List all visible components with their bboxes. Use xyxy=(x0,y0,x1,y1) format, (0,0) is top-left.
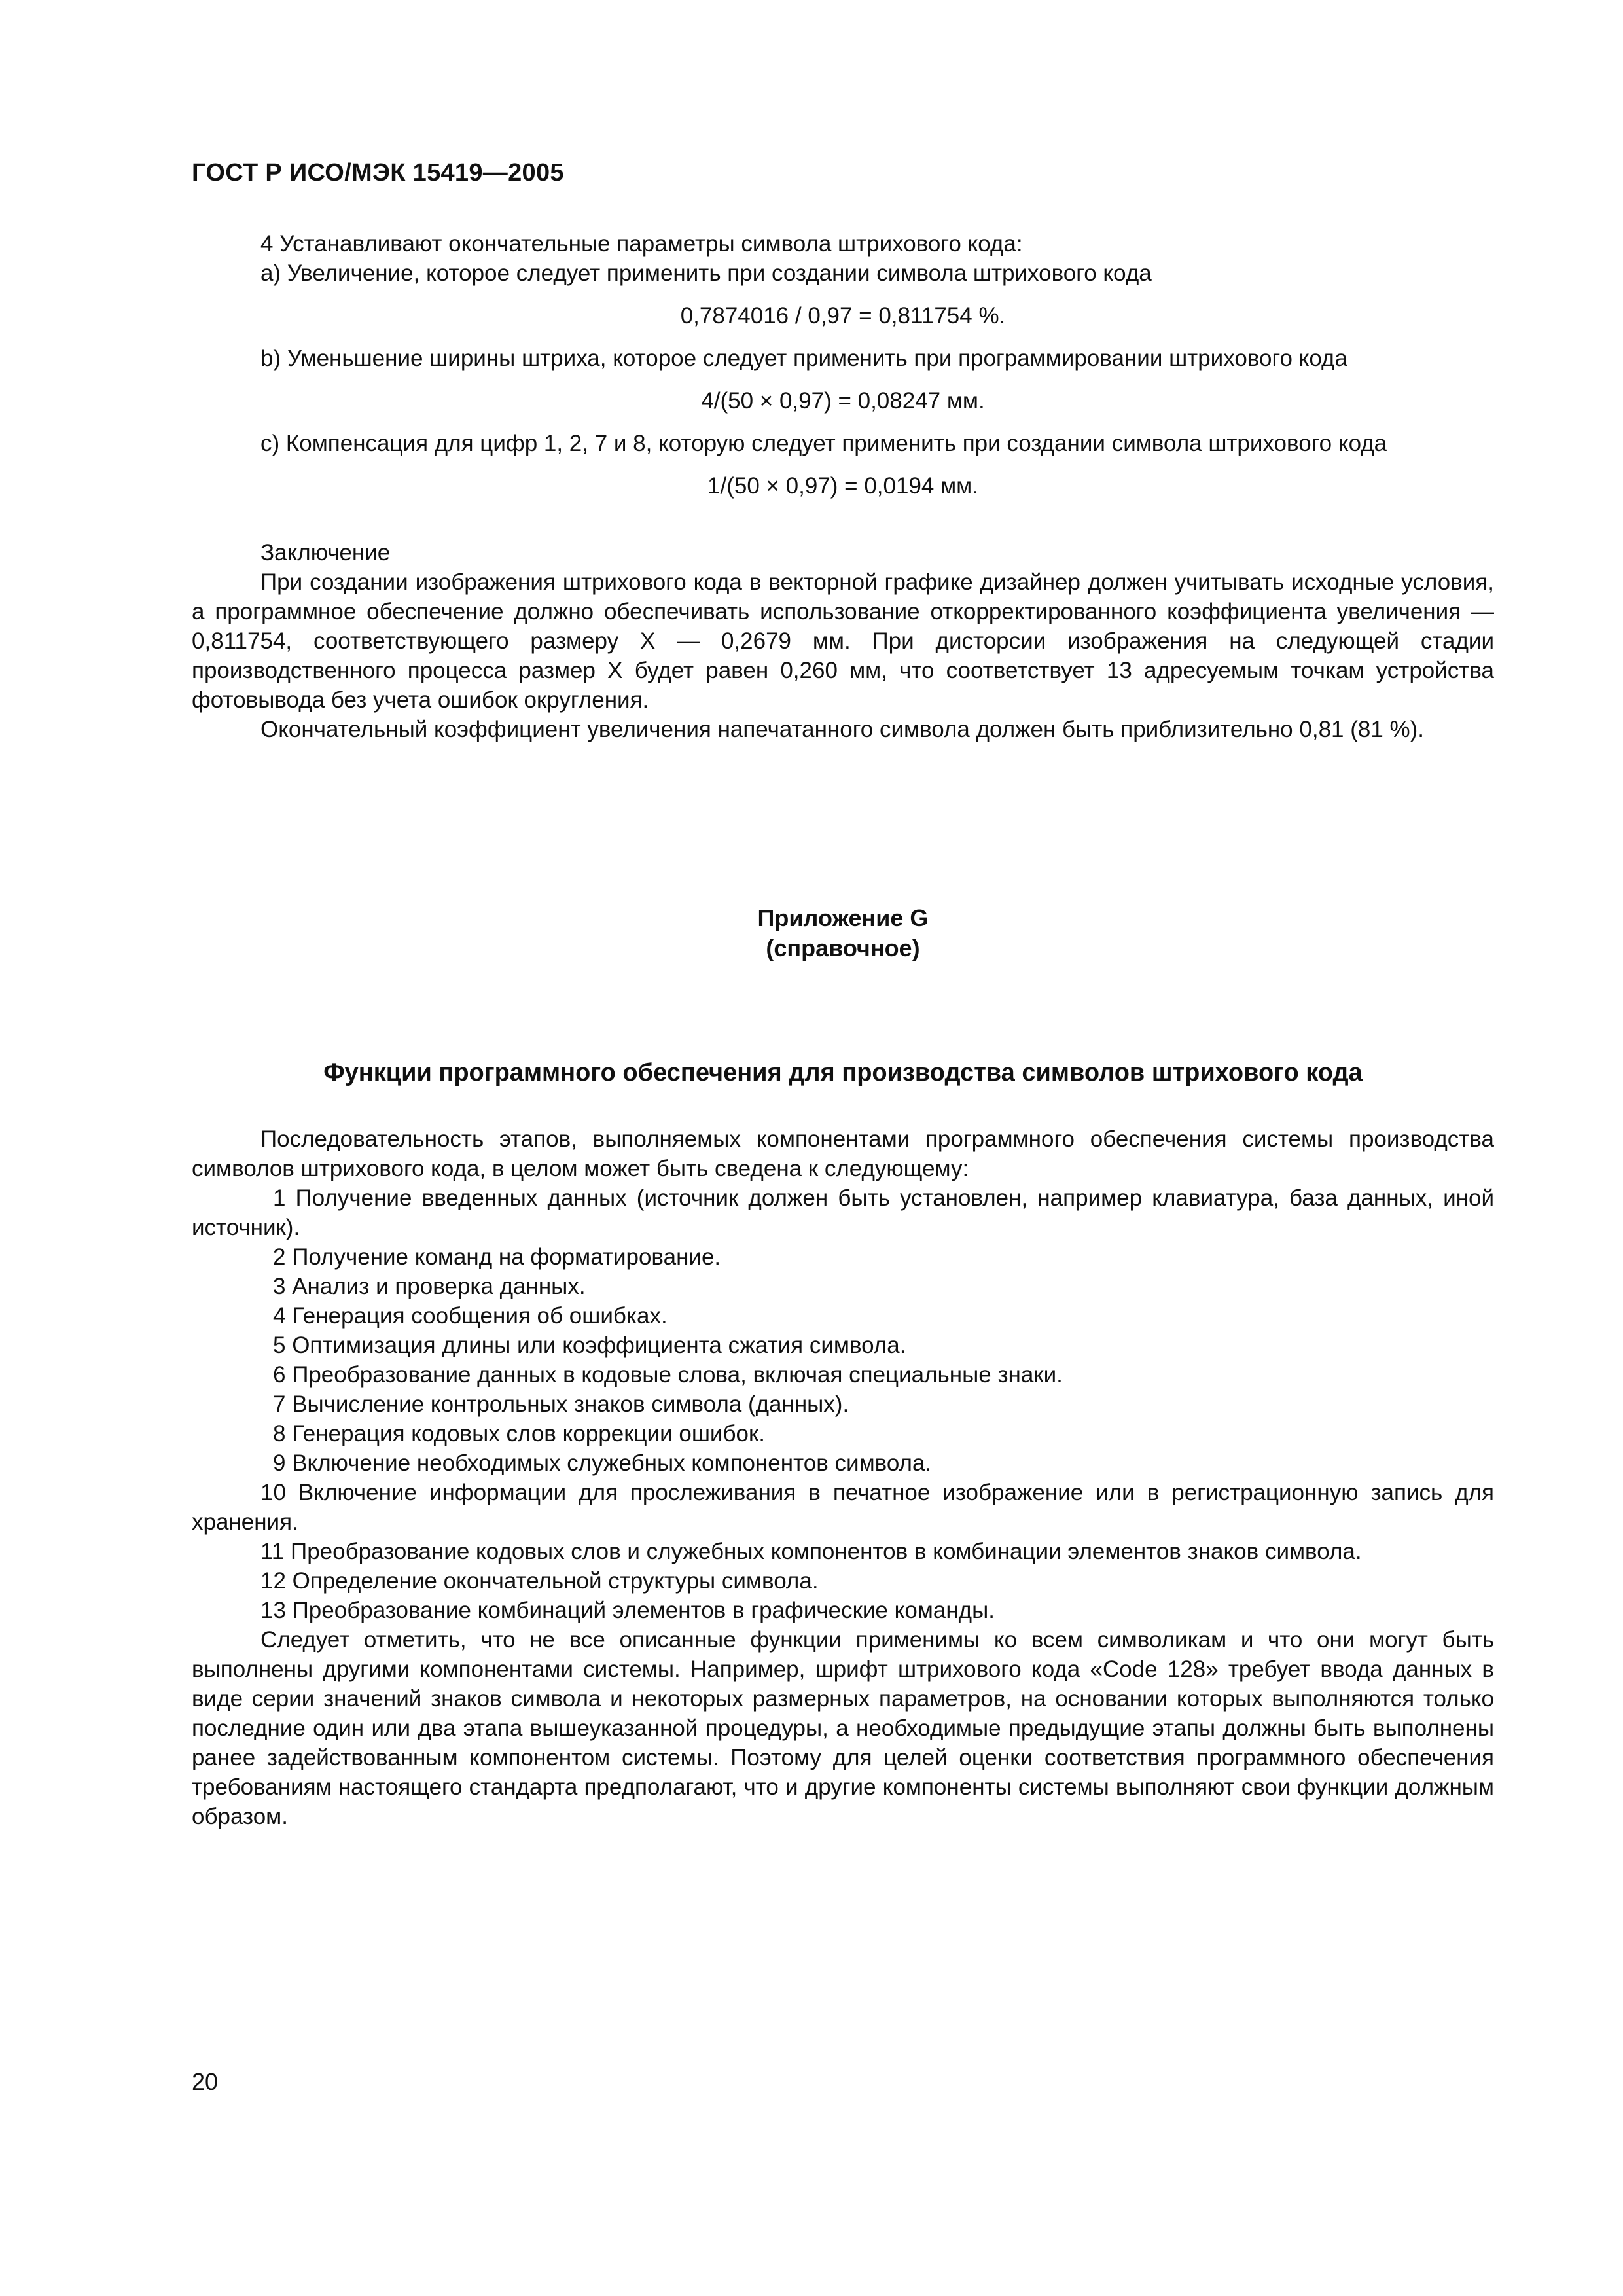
section-4 xyxy=(192,229,1494,501)
conclusion-paragraph-1: При создании изображения штрихового кода в векторной графике дизайнер должен учитывать исходные условия, а программное обеспечение должно обеспечивать использование откорректированного коэффициента увеличения — 0,811754, соответствующего размеру X — 0,2679 мм. При дисторсии изображения на следующей стадии производственного процесса размер X будет равен 0,260 мм, что соответствует 13 адресуемым точкам устройства фотовывода без учета ошибок округления. xyxy=(192,569,1494,713)
list-item: 1 Получение введенных данных (источник должен быть установлен, например клавиатура, база данных, иной источник). xyxy=(192,1185,1494,1240)
conclusion-paragraph-2: Окончательный коэффициент увеличения напечатанного символа должен быть приблизительно 0,81 (81 %). xyxy=(260,717,1425,742)
list-item: 12 Определение окончательной структуры символа. xyxy=(260,1568,819,1594)
conclusion-title: Заключение xyxy=(260,540,391,565)
annex-heading xyxy=(192,903,1494,963)
list-item: 10 Включение информации для прослеживания в печатное изображение или в регистрационную запись для хранения. xyxy=(192,1480,1494,1535)
annex-label: Приложение G xyxy=(757,905,929,931)
page-number: 20 xyxy=(192,2068,219,2095)
item-a: a) Увеличение, которое следует применить при создании символа штрихового кода xyxy=(260,260,1152,286)
item-c: c) Компенсация для цифр 1, 2, 7 и 8, которую следует применить при создании символа штрихового кода xyxy=(260,431,1387,456)
formula-b: 4/(50 × 0,97) = 0,08247 мм. xyxy=(701,388,985,414)
functions-closing: Следует отметить, что не все описанные функции применимы ко всем символикам и что они могут быть выполнены другими компонентами системы. Например, шрифт штрихового кода «Code 128» требует ввода данных в виде серии значений знаков символа и некоторых размерных параметров, на основании которых выполняются только последние один или два этапа вышеуказанной процедуры, а необходимые предыдущие этапы должны быть выполнены ранее задействованным компонентом системы. Поэтому для целей оценки соответствия программного обеспечения требованиям настоящего стандарта предполагают, что и другие компоненты системы выполняют свои функции должным образом. xyxy=(192,1627,1494,1829)
list-item: 7 Вычисление контрольных знаков символа (данных). xyxy=(273,1391,849,1417)
list-item: 4 Генерация сообщения об ошибках. xyxy=(273,1303,668,1329)
list-item: 2 Получение команд на форматирование. xyxy=(273,1244,721,1270)
list-item: 8 Генерация кодовых слов коррекции ошибок. xyxy=(273,1421,766,1446)
list-item: 3 Анализ и проверка данных. xyxy=(273,1274,586,1299)
annex-title: Функции программного обеспечения для производства символов штрихового кода xyxy=(323,1059,1363,1086)
list-item: 5 Оптимизация длины или коэффициента сжатия символа. xyxy=(273,1333,906,1358)
list-item: 13 Преобразование комбинаций элементов в графические команды. xyxy=(260,1598,995,1623)
formula-a: 0,7874016 / 0,97 = 0,811754 %. xyxy=(680,303,1006,329)
functions-intro: Последовательность этапов, выполняемых компонентами программного обеспечения системы производства символов штрихового кода, в целом может быть сведена к следующему: xyxy=(192,1126,1494,1181)
list-item: 6 Преобразование данных в кодовые слова, включая специальные знаки. xyxy=(273,1362,1063,1388)
annex-type: (справочное) xyxy=(766,935,920,961)
list-item: 11 Преобразование кодовых слов и служебных компонентов в комбинации элементов знаков символа. xyxy=(260,1539,1362,1564)
section-4-intro: 4 Устанавливают окончательные параметры символа штрихового кода: xyxy=(260,231,1023,257)
standard-header: ГОСТ Р ИСО/МЭК 15419—2005 xyxy=(192,159,564,187)
functions-section xyxy=(192,1124,1494,1831)
conclusion-section xyxy=(192,538,1494,744)
formula-c: 1/(50 × 0,97) = 0,0194 мм. xyxy=(707,473,978,499)
item-b: b) Уменьшение ширины штриха, которое следует применить при программировании штрихового кода xyxy=(260,346,1347,371)
list-item: 9 Включение необходимых служебных компонентов символа. xyxy=(273,1450,932,1476)
